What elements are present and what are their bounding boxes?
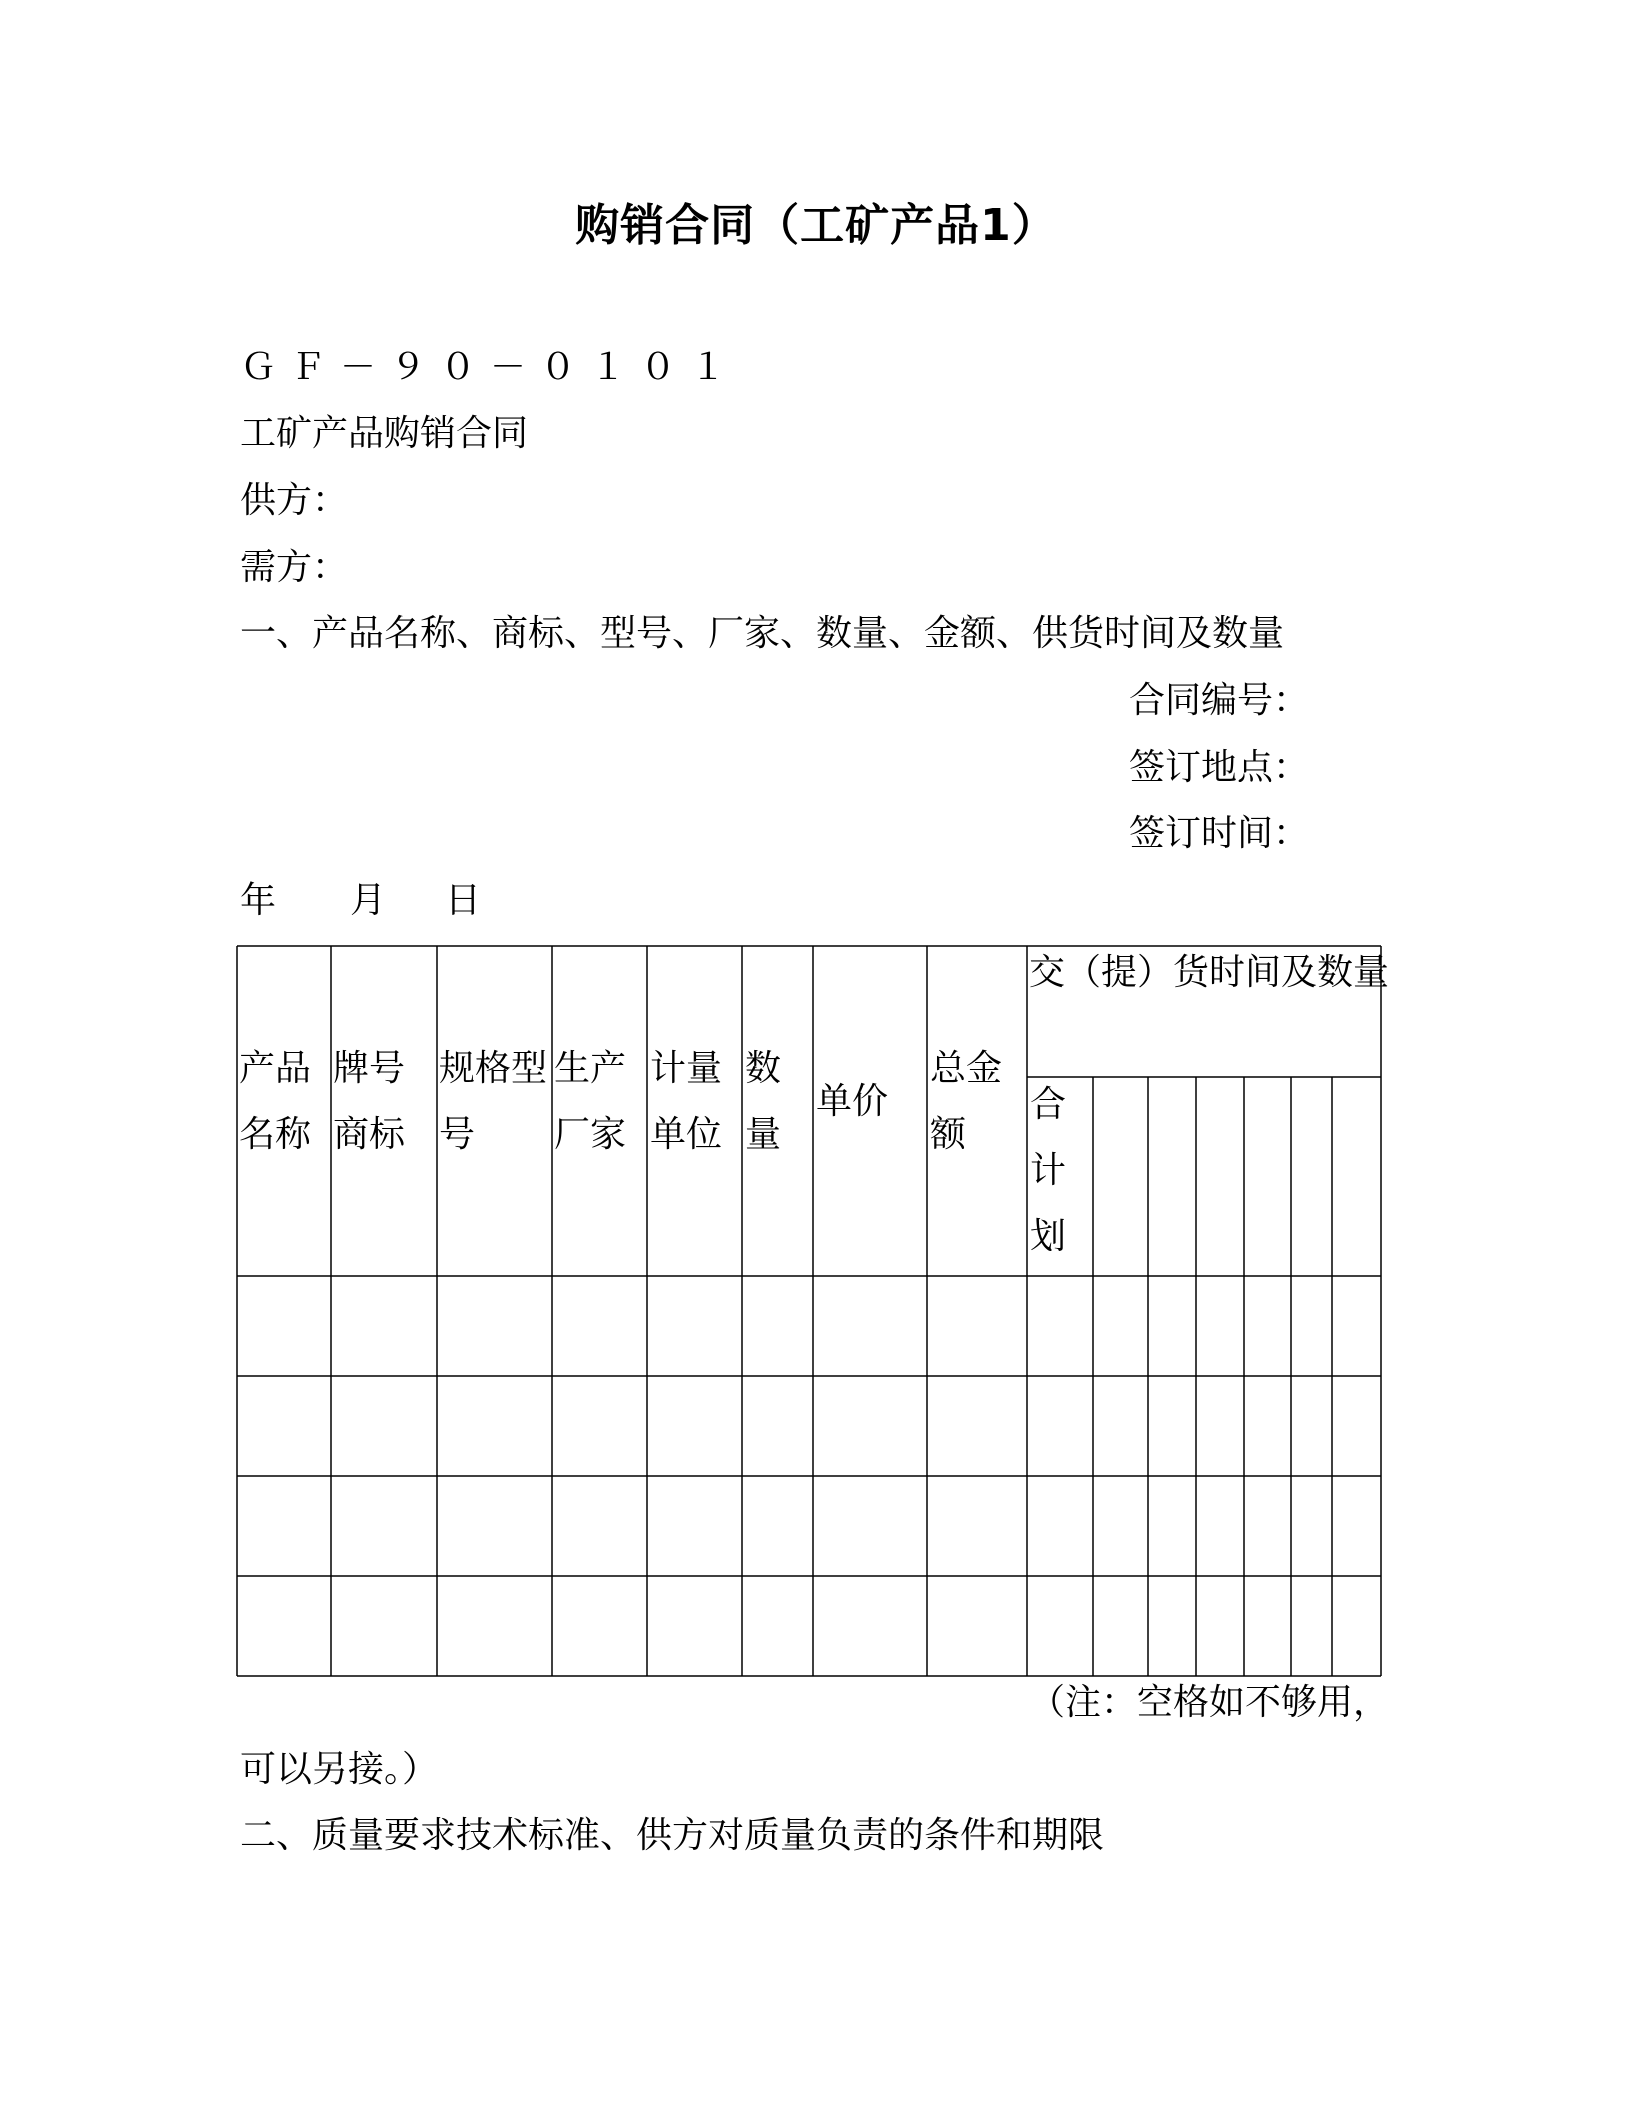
header-product-name [239, 1036, 311, 1168]
table-note-part-1: （注：空格如不够用， [1029, 1682, 1390, 1723]
date-month-label: 月 [350, 880, 387, 921]
header-spec-model-line-2: 号 [439, 1114, 476, 1155]
header-manufacturer-line-1: 生产 [554, 1048, 627, 1089]
header-quantity-line-2: 量 [745, 1114, 782, 1155]
header-total-amount-line-2: 额 [930, 1114, 967, 1155]
header-brand-trademark-line-1: 牌号 [333, 1048, 406, 1089]
header-brand-trademark-line-2: 商标 [333, 1114, 406, 1155]
header-product-name-line-2: 名称 [239, 1114, 312, 1155]
header-total-plan-char-2: 计 [1030, 1150, 1067, 1191]
header-unit-of-measure-line-1: 计量 [650, 1048, 723, 1089]
signing-place-label: 签订地点： [1129, 747, 1310, 788]
header-total-plan [1030, 1072, 1066, 1270]
signing-time-label: 签订时间： [1129, 813, 1310, 854]
signing-date [240, 876, 481, 926]
supplier-label: 供方： [240, 480, 349, 521]
header-delivery-time-quantity: 交（提）货时间及数量 [1029, 952, 1390, 993]
contract-number-label: 合同编号： [1129, 680, 1310, 721]
contract-code: ＧＦ－９０－０１０１ [240, 347, 741, 388]
header-unit-of-measure-line-2: 单位 [650, 1114, 723, 1155]
header-product-name-line-1: 产品 [239, 1048, 312, 1089]
section-2-heading: 二、质量要求技术标准、供方对质量负责的条件和期限 [240, 1815, 1105, 1856]
header-total-plan-char-1: 合 [1030, 1084, 1067, 1125]
header-total-amount [930, 1036, 1002, 1168]
header-total-amount-line-1: 总金 [930, 1048, 1003, 1089]
contract-subtitle: 工矿产品购销合同 [240, 413, 529, 454]
date-year-label: 年 [240, 880, 277, 921]
header-quantity [745, 1036, 781, 1168]
header-spec-model-line-1: 规格型 [439, 1048, 548, 1089]
header-quantity-line-1: 数 [745, 1048, 782, 1089]
table-note-part-2: 可以另接。） [240, 1749, 439, 1790]
section-1-heading: 一、产品名称、商标、型号、厂家、数量、金额、供货时间及数量 [240, 613, 1285, 654]
date-day-label: 日 [445, 880, 482, 921]
buyer-label: 需方： [240, 547, 349, 588]
header-spec-model [439, 1036, 547, 1168]
header-brand-trademark [333, 1036, 405, 1168]
header-unit-price [816, 1069, 888, 1135]
header-total-plan-char-3: 划 [1030, 1216, 1067, 1257]
header-unit-of-measure [650, 1036, 722, 1168]
table-grid-lines [237, 946, 1381, 1676]
header-manufacturer [554, 1036, 626, 1168]
page-title: 购销合同（工矿产品1） [575, 200, 1057, 251]
header-manufacturer-line-2: 厂家 [554, 1114, 627, 1155]
header-unit-price-line-1: 单价 [816, 1081, 889, 1122]
